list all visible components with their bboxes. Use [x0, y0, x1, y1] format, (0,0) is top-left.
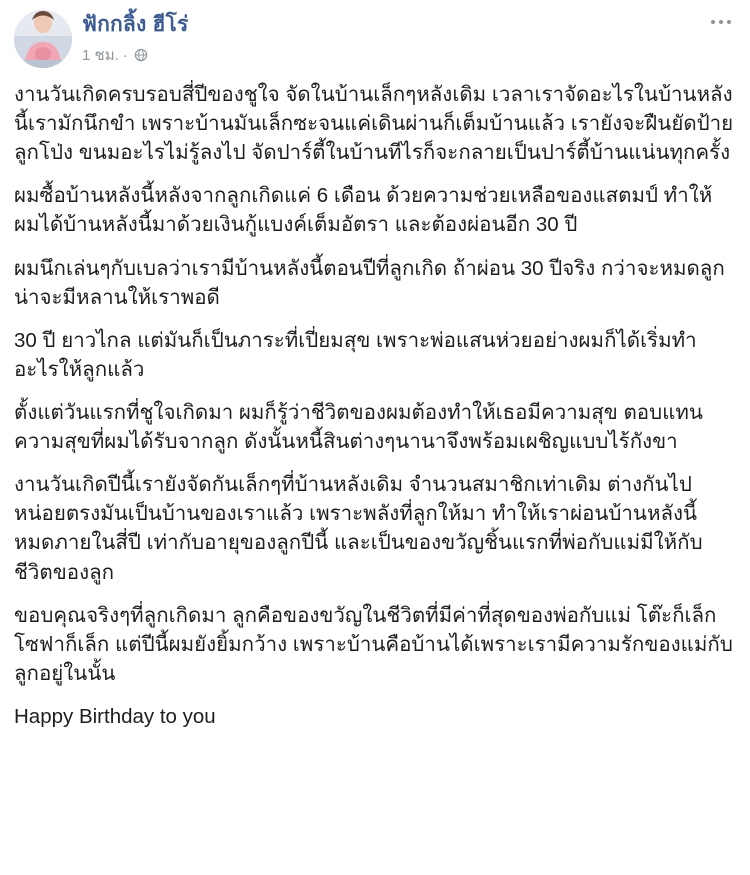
avatar[interactable] — [14, 10, 72, 68]
post-paragraph: 30 ปี ยาวไกล แต่มันก็เป็นภาระที่เปี่ยมสุข เพราะพ่อแสนห่วยอย่างผมก็ได้เริ่มทำอะไรให้ลูกแล้ว — [14, 328, 697, 381]
post-header-text — [82, 10, 736, 67]
timestamp[interactable]: 1 ชม. — [82, 47, 119, 65]
post-header — [14, 8, 736, 74]
globe-icon[interactable] — [134, 48, 148, 62]
avatar-image — [14, 10, 72, 68]
more-dot-3 — [727, 20, 731, 24]
author-name[interactable]: ฟักกลิ้ง ฮีโร่ — [82, 13, 189, 36]
more-options-icon[interactable] — [706, 12, 736, 32]
post-paragraph: งานวันเกิดครบรอบสี่ปีของชูใจ จัดในบ้านเล็กๆหลังเดิม เวลาเราจัดอะไรในบ้านหลังนี้เรามักนึกขำ เพราะบ้านมันเล็กซะจนแค่เดินผ่านก็เต็มบ้านแล้ว เรายังจะฝืนยัดป้าย ลูกโป่ง ขนมอะไรไม่รู้ลงไป จัดปาร์ตี้ในบ้านทีไรก็จะกลายเป็นปาร์ตี้บ้านแน่นทุกครั้ง — [14, 83, 734, 165]
post-body — [14, 80, 736, 731]
post-paragraph: งานวันเกิดปีนี้เรายังจัดกันเล็กๆที่บ้านหลังเดิม จำนวนสมาชิกเท่าเดิม ต่างกันไปหน่อยตรงมันเป็นบ้านของเราแล้ว เพราะพลังที่ลูกให้มา ทำให้เราผ่อนบ้านหลังนี้หมดภายในสี่ปี เท่ากับอายุของลูกปีนี้ และเป็นของขวัญชิ้นแรกที่พ่อกับแม่มีให้กับชีวิตของลูก — [14, 473, 703, 584]
post-paragraph: ผมนึกเล่นๆกับเบลว่าเรามีบ้านหลังนี้ตอนปีที่ลูกเกิด ถ้าผ่อน 30 ปีจริง กว่าจะหมดลูกน่าจะมีหลานให้เราพอดี — [14, 256, 725, 309]
post-paragraph: ตั้งแต่วันแรกที่ชูใจเกิดมา ผมก็รู้ว่าชีวิตของผมต้องทำให้เธอมีความสุข ตอบแทนความสุขที่ผมได้รับจากลูก ดังนั้นหนี้สินต่างๆนานาจึงพร้อมเผชิญแบบไร้กังขา — [14, 400, 703, 454]
post-paragraph: ขอบคุณจริงๆที่ลูกเกิดมา ลูกคือของขวัญในชีวิตที่มีค่าที่สุดของพ่อกับแม่ โต๊ะก็เล็ก โซฟาก็เล็ก แต่ปีนี้ผมยังยิ้มกว้าง เพราะบ้านคือบ้านได้เพราะเรามีความรักของแม่กับลูกอยู่ในนั้น — [14, 603, 733, 685]
post-paragraph: Happy Birthday to you — [14, 704, 216, 728]
post-paragraph: ผมซื้อบ้านหลังนี้หลังจากลูกเกิดแค่ 6 เดือน ด้วยความช่วยเหลือของแสตมป์ ทำให้ผมได้บ้านหลังนี้มาด้วยเงินกู้แบงค์เต็มอัตรา และต้องผ่อนอีก 30 ปี — [14, 184, 713, 237]
more-dot-2 — [719, 20, 723, 24]
post-meta — [82, 43, 736, 67]
more-dot-1 — [711, 20, 715, 24]
meta-separator: · — [122, 46, 128, 64]
